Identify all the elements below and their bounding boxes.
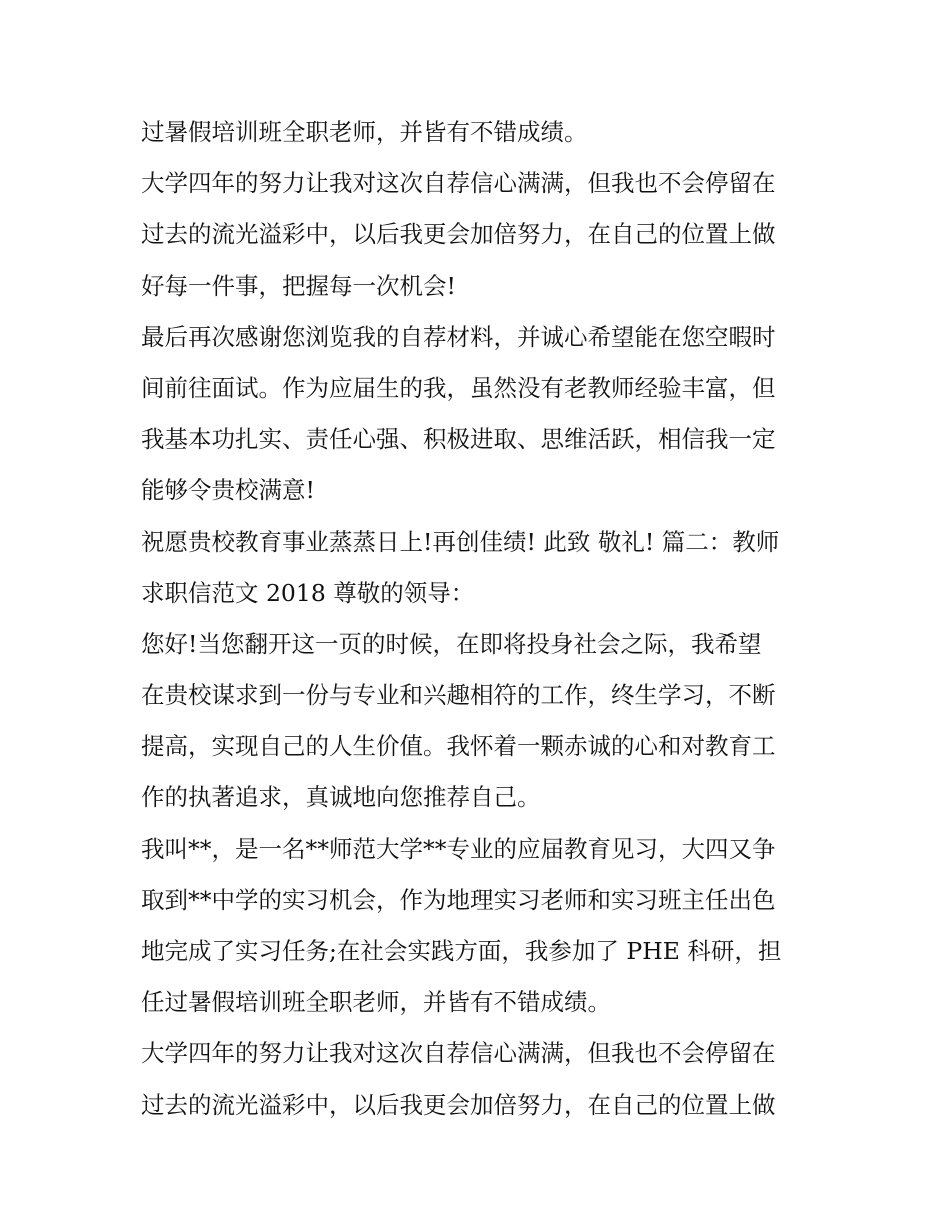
text-line: 能够令贵校满意! xyxy=(141,476,315,505)
text-line: 取到**中学的实习机会，作为地理实习老师和实习班主任出色 xyxy=(141,885,776,914)
text-line: 我基本功扎实、责任心强、积极进取、思维活跃，相信我一定 xyxy=(141,425,776,454)
text-line: 最后再次感谢您浏览我的自荐材料，并诚心希望能在您空暇时 xyxy=(141,322,776,351)
text-line: 地完成了实习任务;在社会实践方面，我参加了 PHE 科研，担 xyxy=(141,937,782,965)
text-line: 祝愿贵校教育事业蒸蒸日上!再创佳绩! 此致 敬礼! 篇二：教师 xyxy=(141,527,780,556)
text-line: 任过暑假培训班全职老师，并皆有不错成绩。 xyxy=(141,988,611,1017)
text-line: 提高，实现自己的人生价值。我怀着一颗赤诚的心和对教育工 xyxy=(141,732,776,761)
text-line: 过暑假培训班全职老师，并皆有不错成绩。 xyxy=(141,118,588,146)
text-line: 好每一件事，把握每一次机会! xyxy=(141,271,456,300)
text-line: 大学四年的努力让我对这次自荐信心满满，但我也不会停留在 xyxy=(141,169,776,198)
text-line: 作的执著追求，真诚地向您推荐自己。 xyxy=(141,783,541,812)
text-line: 间前往面试。作为应届生的我，虽然没有老教师经验丰富，但 xyxy=(141,373,776,402)
text-line: 我叫**，是一名**师范大学**专业的应届教育见习，大四又争 xyxy=(141,834,776,863)
text-line: 过去的流光溢彩中，以后我更会加倍努力，在自己的位置上做 xyxy=(141,220,776,249)
text-line: 过去的流光溢彩中，以后我更会加倍努力，在自己的位置上做 xyxy=(141,1090,776,1119)
document-body xyxy=(141,107,841,1131)
text-line: 大学四年的努力让我对这次自荐信心满满，但我也不会停留在 xyxy=(141,1039,776,1068)
text-line: 您好!当您翻开这一页的时候，在即将投身社会之际，我希望 xyxy=(141,629,762,658)
text-line: 求职信范文 2018 尊敬的领导： xyxy=(141,578,475,607)
text-line: 在贵校谋求到一份与专业和兴趣相符的工作，终生学习，不断 xyxy=(141,681,776,710)
